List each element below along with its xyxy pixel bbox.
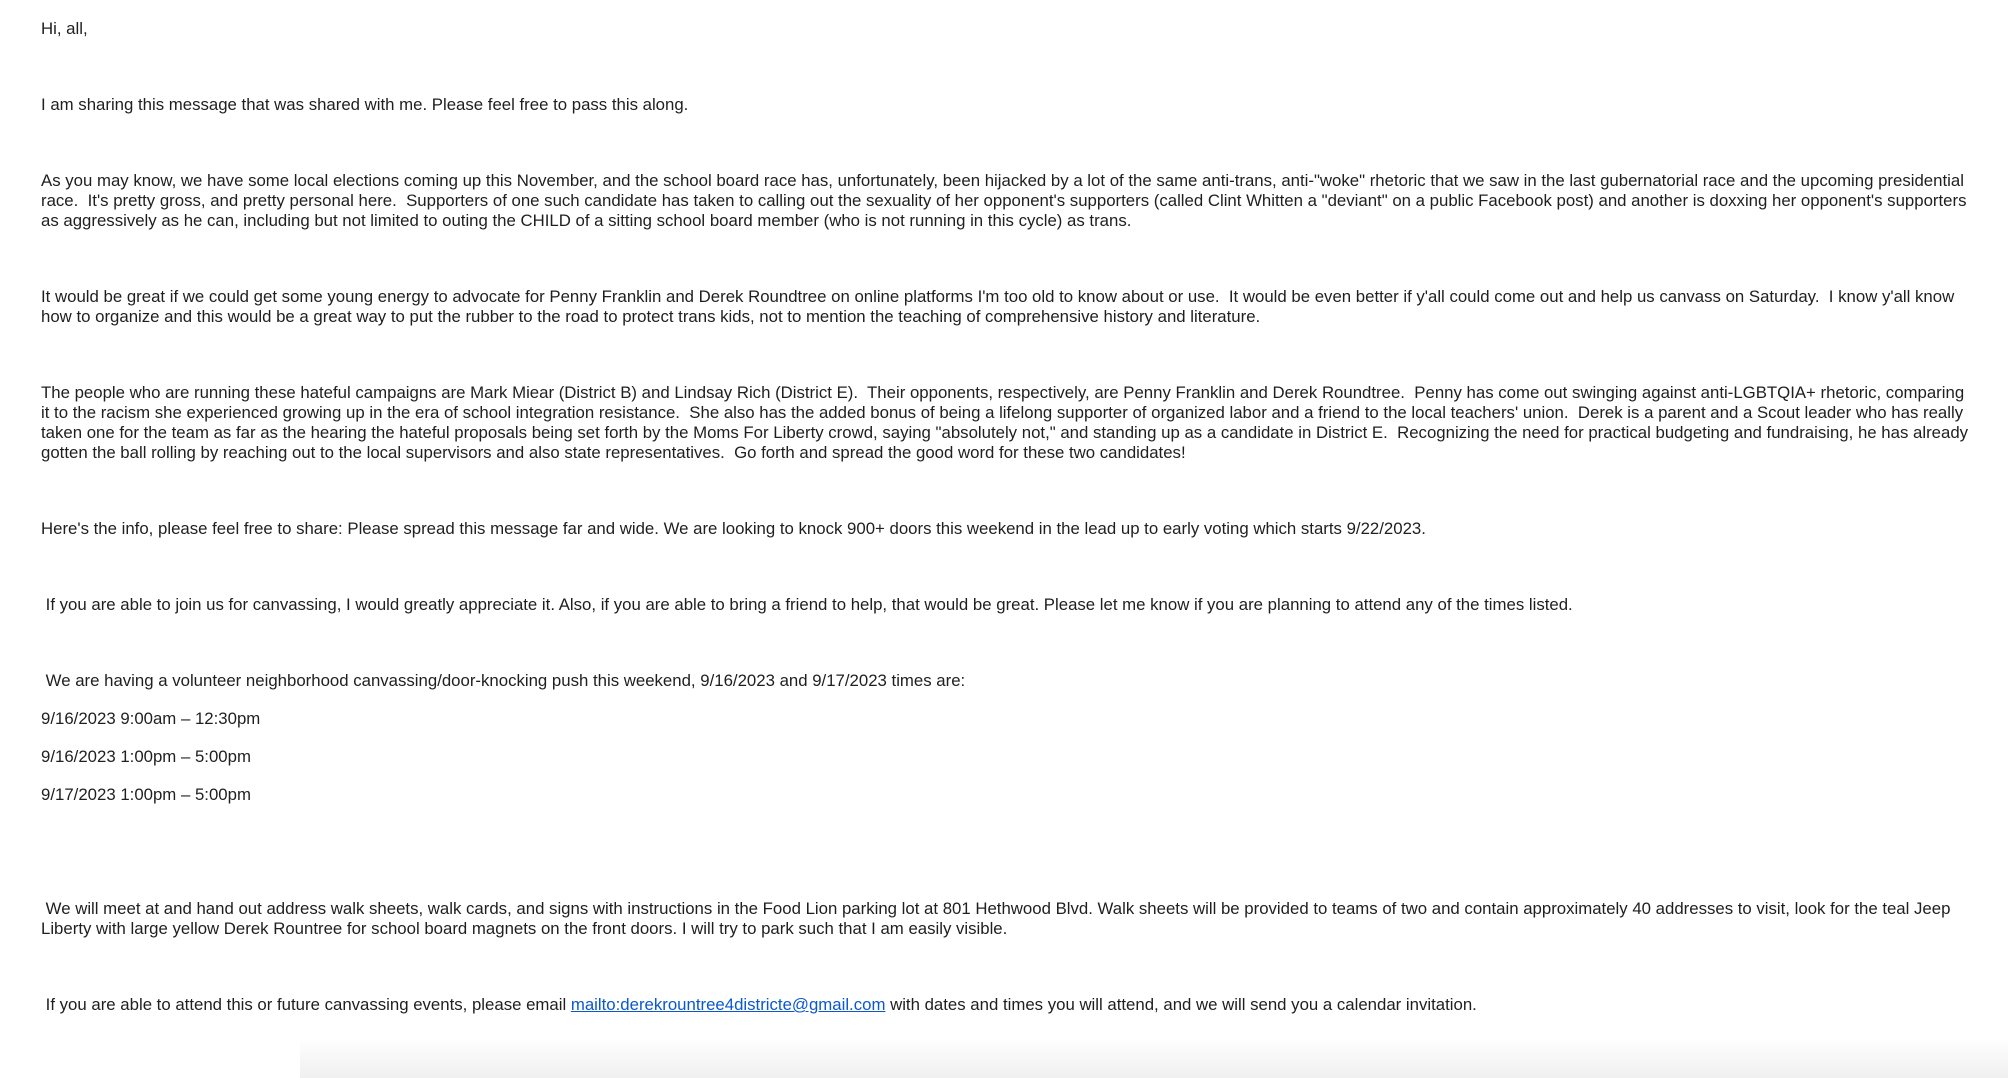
attend-text-after: with dates and times you will attend, and we will send you a calendar invitation. xyxy=(885,995,1477,1014)
bottom-fade xyxy=(300,1038,2008,1078)
candidates-paragraph: The people who are running these hateful campaigns are Mark Miear (District B) and Lindsay Rich (District E). Their opponents, respectively, are Penny Franklin and Derek Roundtree. Penny has come out swinging against anti-LGBTQIA+ rhetoric, comparing it to the racism she experienced growing up in the era of school integration resistance. She also has the added bonus of being a lifelong supporter of organized labor and a friend to the local teachers' union. Derek is a parent and a Scout leader who has really taken one for the team as far as the hearing the hateful proposals being set forth by the Moms For Liberty crowd, saying "absolutely not," and standing up as a candidate in District E. Recognizing the need for practical budgeting and fundraising, he has already gotten the ball rolling by reaching out to the local supervisors and also state representatives. Go forth and spread the good word for these two candidates! xyxy=(41,383,1973,462)
elections-paragraph: As you may know, we have some local elections coming up this November, and the school board race has, unfortunately, been hijacked by a lot of the same anti-trans, anti-"woke" rhetoric that we saw in the last gubernatorial race and the upcoming presidential race. It's pretty gross, and pretty personal here. Supporters of one such candidate has taken to calling out the sexuality of her opponent's supporters (called Clint Whitten a "deviant" on a public Facebook post) and another is doxxing her opponent's supporters as aggressively as he can, including but not limited to outing the CHILD of a sitting school board member (who is not running in this cycle) as trans. xyxy=(41,171,1972,230)
email-body xyxy=(41,19,1971,1015)
time-slot: 9/17/2023 1:00pm – 5:00pm xyxy=(41,785,251,804)
attend-paragraph xyxy=(41,995,1971,1015)
join-paragraph: If you are able to join us for canvassing, I would greatly appreciate it. Also, if you are able to bring a friend to help, that would be great. Please let me know if you are planning to attend any of the times listed. xyxy=(41,595,1573,614)
attend-text-before: If you are able to attend this or future canvassing events, please email xyxy=(41,995,571,1014)
info-paragraph: Here's the info, please feel free to share: Please spread this message far and wide. We are looking to knock 900+ doors this weekend in the lead up to early voting which starts 9/22/2023. xyxy=(41,519,1426,538)
time-slot: 9/16/2023 1:00pm – 5:00pm xyxy=(41,747,251,766)
time-slot: 9/16/2023 9:00am – 12:30pm xyxy=(41,709,261,728)
email-link[interactable]: mailto:derekrountree4districte@gmail.com xyxy=(570,995,886,1014)
greeting: Hi, all, xyxy=(41,19,88,38)
young-energy-paragraph: It would be great if we could get some young energy to advocate for Penny Franklin and Derek Roundtree on online platforms I'm too old to know about or use. It would be even better if y'all could come out and help us canvass on Saturday. I know y'all know how to organize and this would be a great way to put the rubber to the road to protect trans kids, not to mention the teaching of comprehensive history and literature. xyxy=(41,287,1959,326)
intro-paragraph: I am sharing this message that was shared with me. Please feel free to pass this along. xyxy=(41,95,689,114)
canvassing-push-paragraph: We are having a volunteer neighborhood canvassing/door-knocking push this weekend, 9/16/2023 and 9/17/2023 times are: xyxy=(41,671,966,690)
meeting-paragraph: We will meet at and hand out address walk sheets, walk cards, and signs with instructions in the Food Lion parking lot at 801 Hethwood Blvd. Walk sheets will be provided to teams of two and contain approximately 40 addresses to visit, look for the teal Jeep Liberty with large yellow Derek Rountree for school board magnets on the front doors. I will try to park such that I am easily visible. xyxy=(41,899,1956,938)
